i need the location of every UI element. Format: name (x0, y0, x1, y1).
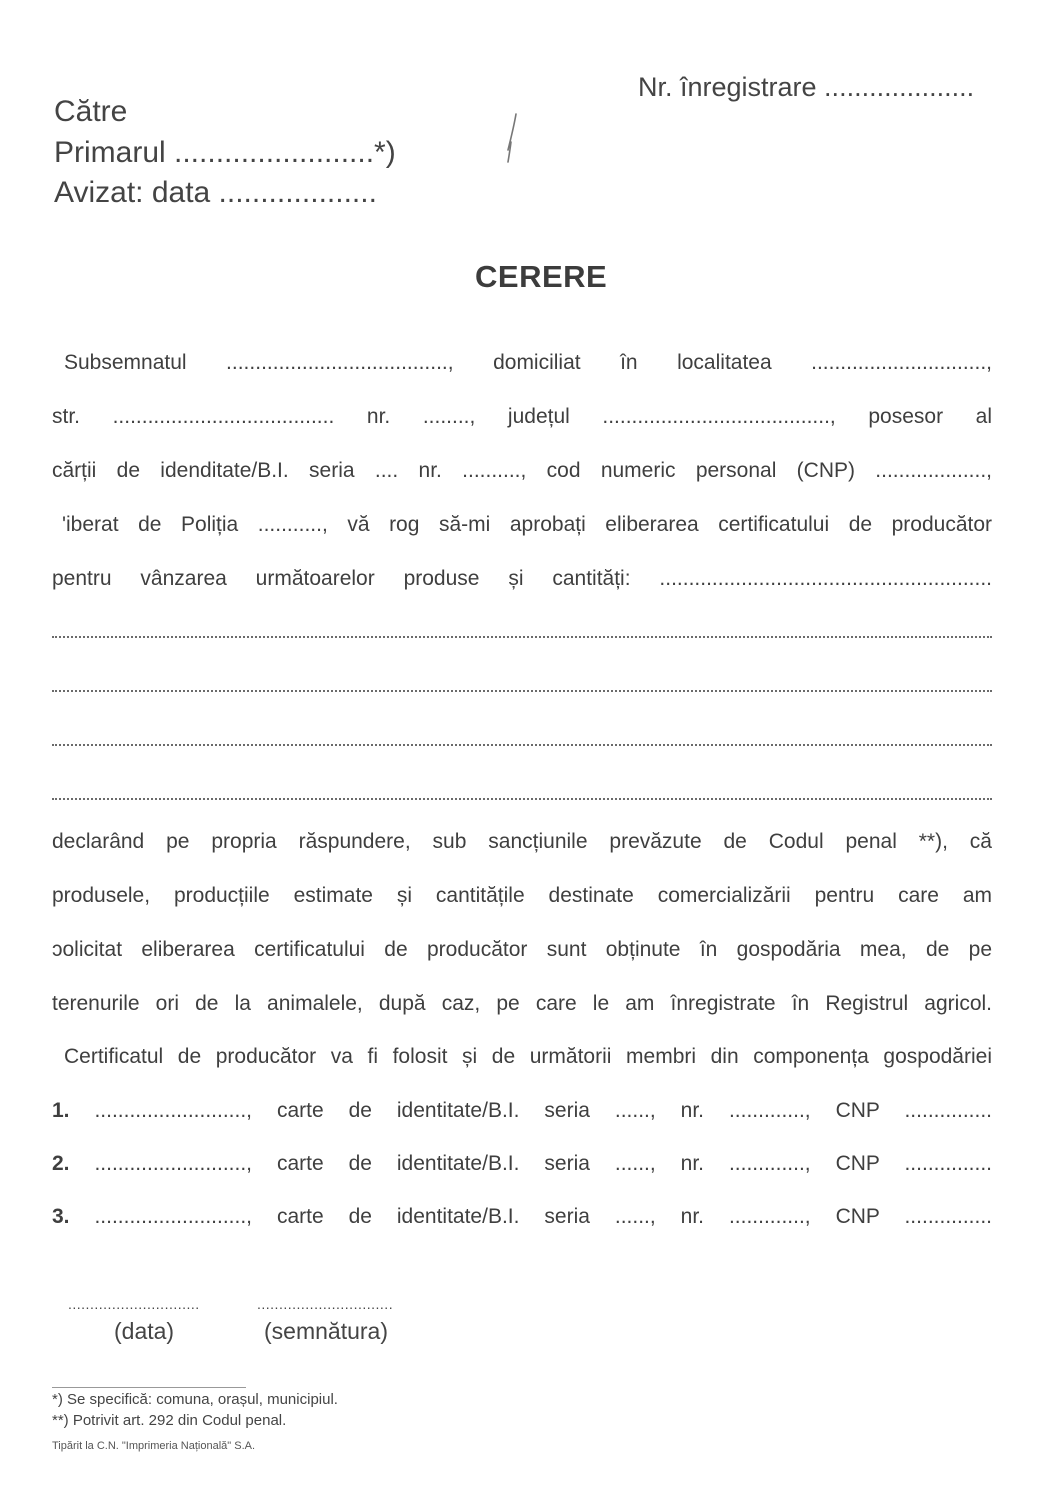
footnote-2: **) Potrivit art. 292 din Codul penal. (52, 1412, 287, 1429)
signature-dotted-line: ............................... (257, 1296, 394, 1312)
footnote-divider (52, 1387, 246, 1388)
body-line-5: pentru vânzarea următoarelor produse și cantități: ......................................................... (52, 567, 992, 590)
body-line-10: Certificatul de producător va fi folosit și de următorii membri din componența gospodăriei (64, 1045, 992, 1068)
date-dotted-line: .............................. (68, 1296, 200, 1312)
printer-credit: Tipărit la C.N. "Imprimeria Națională" S.A. (52, 1440, 256, 1452)
member-details: .........................., carte de identitate/B.I. seria ......, nr. ............., CNP ............... (94, 1205, 992, 1228)
body-line-7: produsele, producțiile estimate și cantitățile destinate comercializării pentru care am (52, 884, 992, 907)
products-dotted-line (52, 688, 992, 692)
body-line-3: cărții de idenditate/B.I. seria .... nr. .........., cod numeric personal (CNP) ..................., (52, 459, 992, 482)
mayor-line: Primarul ........................*) (54, 136, 396, 169)
approval-date-line: Avizat: data ................... (54, 176, 377, 209)
registration-number: Nr. înregistrare .................... (638, 72, 975, 102)
member-details: .........................., carte de identitate/B.I. seria ......, nr. ............., CNP ............... (94, 1099, 992, 1122)
member-row-3 (52, 1203, 992, 1231)
member-number: 1. (52, 1099, 70, 1122)
signature-label: (semnătura) (264, 1318, 388, 1344)
footnote-1: *) Se specifică: comuna, orașul, municipiul. (52, 1391, 338, 1408)
pen-mark-icon (505, 112, 519, 164)
body-line-6: declarând pe propria răspundere, sub sancțiunile prevăzute de Codul penal **), că (52, 830, 992, 853)
member-row-1 (52, 1097, 992, 1125)
products-dotted-line (52, 634, 992, 638)
products-dotted-line (52, 742, 992, 746)
document-title: CERERE (475, 259, 608, 294)
date-label: (data) (114, 1318, 175, 1344)
member-row-2 (52, 1150, 992, 1178)
body-line-8: ɔolicitat eliberarea certificatului de producător sunt obținute în gospodăria mea, de pe (52, 938, 992, 961)
member-details: .........................., carte de identitate/B.I. seria ......, nr. ............., CNP ............... (94, 1152, 992, 1175)
member-number: 3. (52, 1205, 70, 1228)
body-line-4: 'iberat de Poliția ..........., vă rog să-mi aprobați eliberarea certificatului de producător (62, 513, 992, 536)
recipient-line: Către (54, 95, 128, 128)
member-number: 2. (52, 1152, 70, 1175)
products-dotted-line (52, 796, 992, 800)
body-line-2: str. ...................................... nr. ........, județul ......................................., posesor al (52, 405, 992, 428)
body-line-9: terenurile ori de la animalele, după caz, pe care le am înregistrate în Registrul agricol. (52, 992, 992, 1015)
body-line-1: Subsemnatul ......................................, domiciliat în localitatea .............................., (64, 351, 992, 374)
